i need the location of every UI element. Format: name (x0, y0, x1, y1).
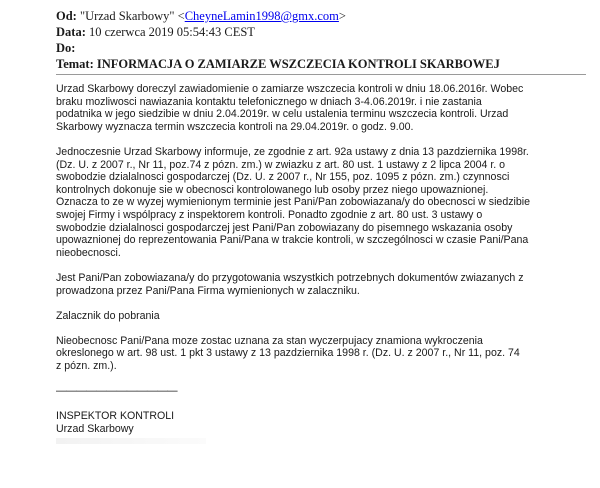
signature-org: Urzad Skarbowy (56, 423, 134, 436)
subject-label: Temat: (56, 57, 94, 71)
signature-separator: ———————————— (56, 385, 178, 398)
faded-footer-text (56, 438, 206, 444)
paragraph-legal: Jednoczesnie Urzad Skarbowy informuje, ze zgodnie z art. 92a ustawy z dnia 13 pazdziernika 1998r. (Dz. U. z 2007 r., Nr 11, poz.74 z pózn. zm.) w zwiazku z art. 80 ust. 1 ustawy z 2 lipca 2004 r. o swobodzie dzialalnosci gospodarczej (Dz. U. z 2007 r., Nr 155, poz. 1095 z pózn. zm.) czynnosci kontrolnych dokonuje sie w obecnosci kontrolowanego lub osoby przez niego upowaznionej. Oznacza to ze w wyzej wymienionym terminie jest Pani/Pan zobowiazana/y do obecnosci w siedzibie swojej Firmy i wspólpracy z inspektorem kontroli. Ponadto zgodnie z art. 80 ust. 3 ustawy o swobodzie dzialalnosci gospodarczej jest Pani/Pan zobowiazany do pisemnego wskazania osoby upowaznionej do reprezentowania Pani/Pana w trakcie kontroli, w szczególnosci w czasie Pani/Pana nieobecnosci. (56, 145, 530, 259)
paragraph-penalty: Nieobecnosc Pani/Pana moze zostac uznana za stan wyczerpujacy znamiona wykroczenia okreslonego w art. 98 ust. 1 pkt 3 ustawy z 13 pazdziernika 1998 r. (Dz. U. z 2007 r., Nr 11, poz. 74 z pózn. zm.). (56, 334, 520, 373)
from-name: "Urzad Skarbowy" < (76, 9, 185, 23)
signature-title: INSPEKTOR KONTROLI (56, 410, 175, 423)
attachment-download-link[interactable]: Zalacznik do pobrania (56, 309, 160, 322)
subject-row (56, 56, 586, 72)
to-label: Do: (56, 41, 76, 55)
paragraph-documents: Jest Pani/Pan zobowiazana/y do przygotowania wszystkich potrzebnych dokumentów zwiazanych z prowadzona przez Pani/Pana Firma wymienionych w zalaczniku. (56, 271, 524, 297)
date-value: 10 czerwca 2019 05:54:43 CEST (85, 25, 255, 39)
subject-value: INFORMACJA O ZAMIARZE WSZCZECIA KONTROLI SKARBOWEJ (93, 57, 500, 71)
sender-email-link[interactable]: CheyneLamin1998@gmx.com (184, 9, 339, 23)
header-divider (56, 74, 586, 75)
paragraph-intro: Urzad Skarbowy doreczyl zawiadomienie o zamiarze wszczecia kontroli w dniu 18.06.2016r. Wobec braku mozliwosci nawiazania kontaktu telefonicznego w dniach 3-4.06.2019r. i nie zastania podatnika w jego siedzibie w dniu 2.04.2019r. w celu ustalenia terminu wszczecia kontroli. Urzad Skarbowy wyznacza termin wszczecia kontroli na 29.04.2019r. o godz. 9.00. (56, 83, 524, 133)
to-row (56, 40, 586, 56)
from-row (56, 8, 586, 24)
email-body (56, 83, 586, 436)
email-headers (56, 8, 586, 72)
from-close: > (338, 9, 346, 23)
date-row (56, 24, 586, 40)
from-label: Od: (56, 9, 77, 23)
date-label: Data: (56, 25, 86, 39)
